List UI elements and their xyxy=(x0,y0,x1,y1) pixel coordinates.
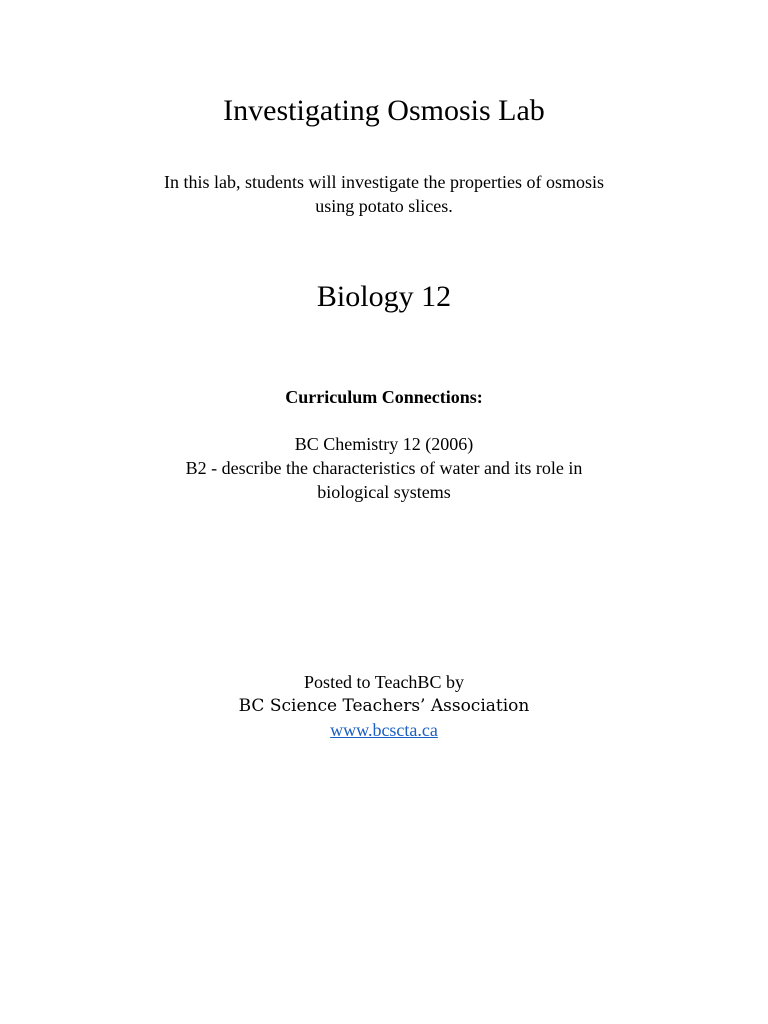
curriculum-heading: Curriculum Connections: xyxy=(285,387,483,407)
website-link-wrapper xyxy=(0,718,768,742)
course-name: Biology 12 xyxy=(316,280,452,313)
website-link[interactable]: www.bcscta.ca xyxy=(330,720,438,740)
footer-credits xyxy=(0,670,768,742)
curriculum-line-3: biological systems xyxy=(317,482,451,502)
curriculum-line-2: B2 - describe the characteristics of water and its role in xyxy=(185,458,583,478)
curriculum-connections xyxy=(0,432,768,504)
intro-paragraph xyxy=(0,170,768,218)
intro-line-2: using potato slices. xyxy=(315,196,453,216)
curriculum-line-1: BC Chemistry 12 (2006) xyxy=(294,434,474,454)
intro-line-1: In this lab, students will investigate the properties of osmosis xyxy=(164,172,604,192)
document-title: Investigating Osmosis Lab xyxy=(223,94,545,127)
posted-by-text: Posted to TeachBC by xyxy=(304,672,464,692)
association-name: BC Science Teachers’ Association xyxy=(238,696,530,716)
